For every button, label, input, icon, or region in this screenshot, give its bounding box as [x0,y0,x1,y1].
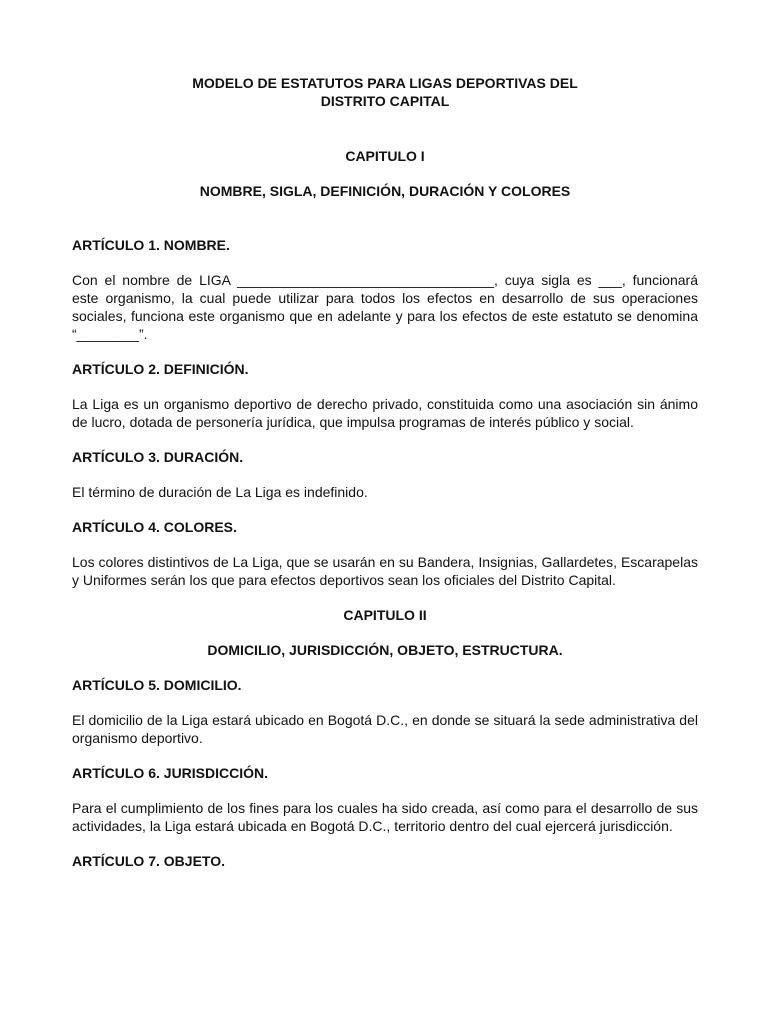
article-4-heading: ARTÍCULO 4. COLORES. [72,519,237,535]
article-3-body: El término de duración de La Liga es indefinido. [72,484,368,500]
chapter-1-subtitle: NOMBRE, SIGLA, DEFINICIÓN, DURACIÓN Y COLORES [199,183,571,199]
document-page [72,74,698,870]
document-title-line-2: DISTRITO CAPITAL [320,93,450,109]
article-5-body: El domicilio de la Liga estará ubicado en Bogotá D.C., en donde se situará la sede administrativa del organismo deportivo. [72,712,698,746]
chapter-2-subtitle: DOMICILIO, JURISDICCIÓN, OBJETO, ESTRUCTURA. [207,642,563,658]
document-title-line-1: MODELO DE ESTATUTOS PARA LIGAS DEPORTIVAS DEL [192,75,578,91]
article-2-body: La Liga es un organismo deportivo de derecho privado, constituida como una asociación sin ánimo de lucro, dotada de personería jurídica, que impulsa programas de interés público y social. [72,396,698,430]
article-1-body: Con el nombre de LIGA _________________________________, cuya sigla es ___, funcionará este organismo, la cual puede utilizar para todos los efectos en desarrollo de sus operaciones sociales, funciona este organismo que en adelante y para los efectos de este estatuto se denomina “________”. [72,272,698,342]
article-6-heading: ARTÍCULO 6. JURISDICCIÓN. [72,765,269,781]
article-2-heading: ARTÍCULO 2. DEFINICIÓN. [72,361,249,377]
article-5-heading: ARTÍCULO 5. DOMICILIO. [72,677,242,693]
article-3-heading: ARTÍCULO 3. DURACIÓN. [72,449,244,465]
article-4-body: Los colores distintivos de La Liga, que se usarán en su Bandera, Insignias, Gallardetes, Escarapelas y Uniformes serán los que para efectos deportivos sean los oficiales del Distrito Capital. [72,554,698,588]
article-1-heading: ARTÍCULO 1. NOMBRE. [72,237,230,253]
chapter-1-label: CAPITULO I [345,148,425,164]
article-6-body: Para el cumplimiento de los fines para los cuales ha sido creada, así como para el desarrollo de sus actividades, la Liga estará ubicada en Bogotá D.C., territorio dentro del cual ejercerá jurisdicción. [72,800,698,834]
chapter-2-label: CAPITULO II [343,607,427,623]
article-7-heading: ARTÍCULO 7. OBJETO. [72,853,225,869]
